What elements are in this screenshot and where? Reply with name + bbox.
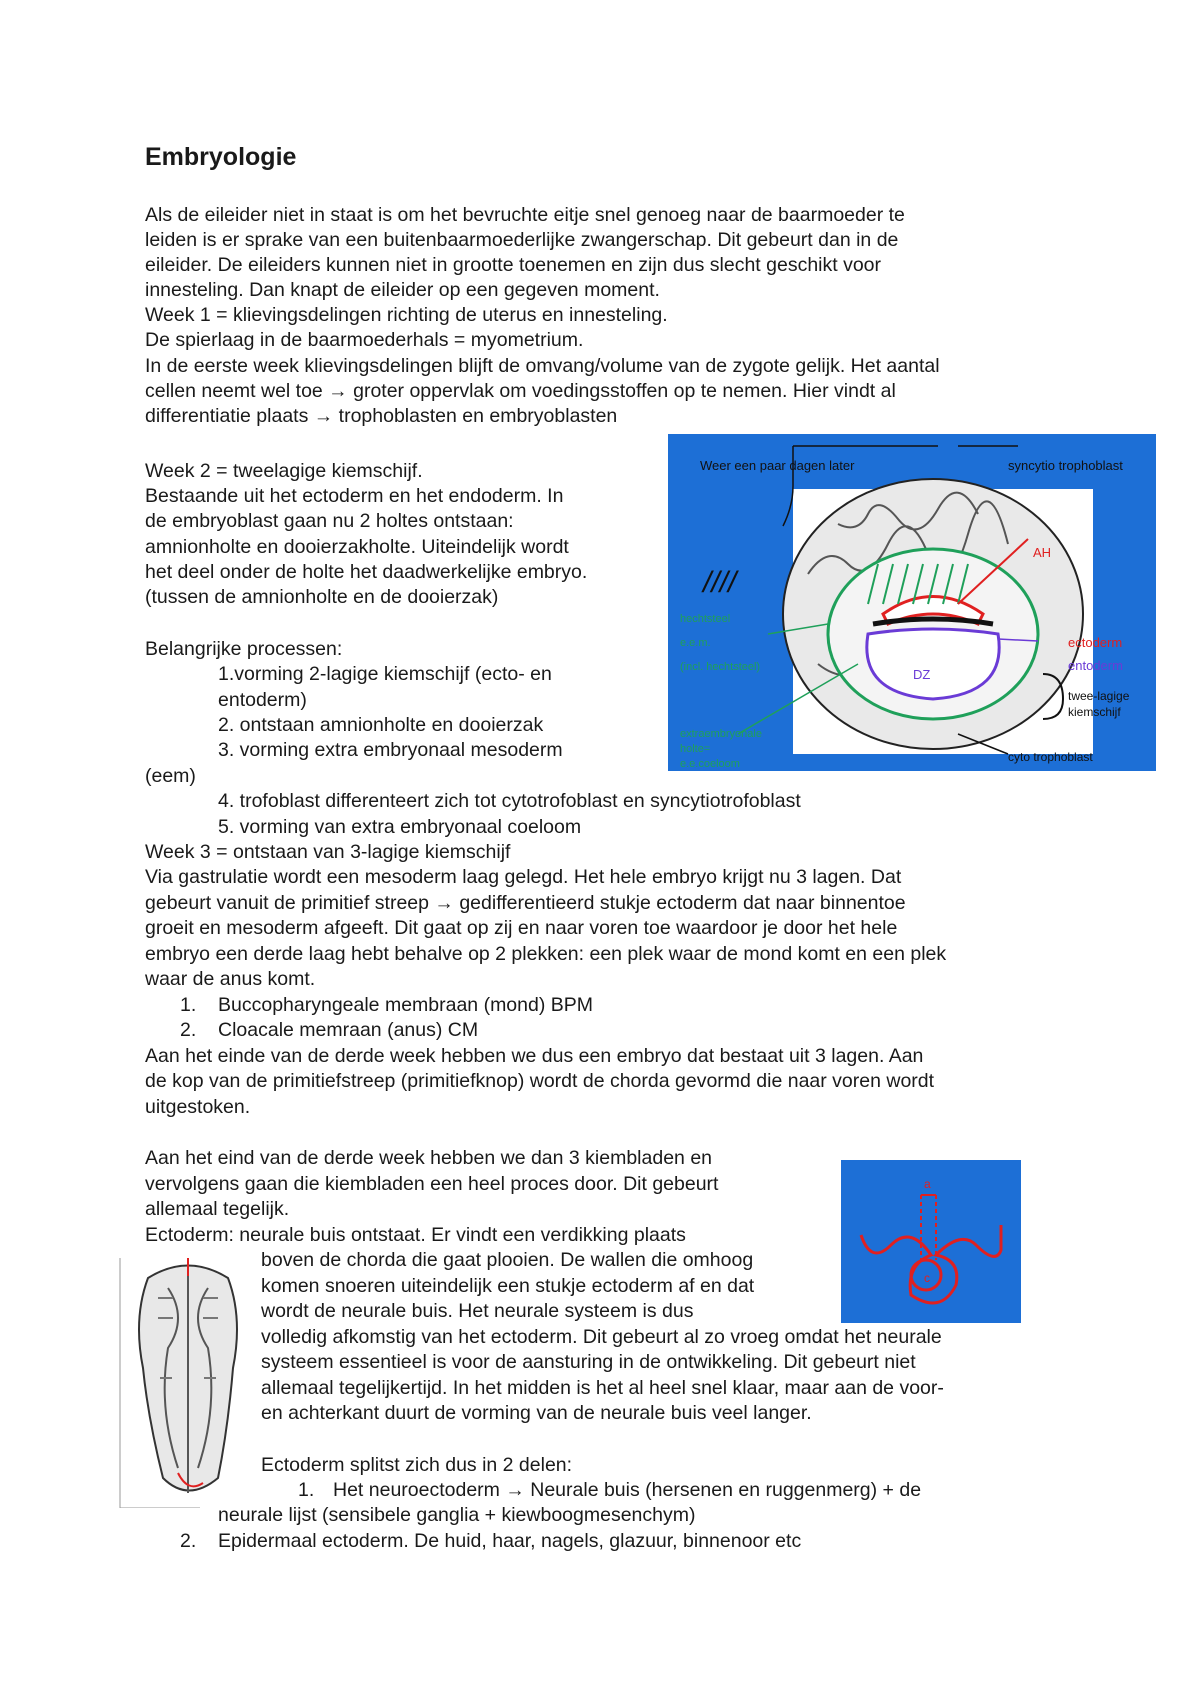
label-top-left: Weer een paar dagen later bbox=[700, 458, 855, 473]
text-line: allemaal tegelijk. bbox=[145, 1198, 290, 1220]
text-line: differentiatie plaats → trophoblasten en embryoblasten bbox=[145, 405, 618, 427]
list-item: Het neuroectoderm → Neurale buis (hersenen en ruggenmerg) + de bbox=[333, 1479, 922, 1501]
text-line: innesteling. Dan knapt de eileider op een gegeven moment. bbox=[145, 279, 660, 301]
label-coeloom: e.e.coeloom bbox=[680, 758, 740, 770]
label-ah: AH bbox=[1033, 545, 1052, 560]
text-line: gebeurt vanuit de primitief streep → gedifferentieerd stukje ectoderm dat naar binnentoe bbox=[145, 892, 906, 914]
label-syncytio: syncytio trophoblast bbox=[1008, 458, 1123, 473]
text-line: de kop van de primitiefstreep (primitiefknop) wordt de chorda gevormd die naar voren wordt bbox=[145, 1070, 935, 1092]
text-line: Belangrijke processen: bbox=[145, 638, 343, 660]
list-item: Cloacale memraan (anus) CM bbox=[218, 1019, 479, 1041]
text-line: en achterkant duurt de vorming van de neurale buis veel langer. bbox=[261, 1402, 812, 1424]
list-item: 1.vorming 2-lagige kiemschijf (ecto- en bbox=[218, 663, 552, 685]
text-line: groeit en mesoderm afgeeft. Dit gaat op zij en naar voren toe waardoor je door het hele bbox=[145, 917, 898, 939]
text-line: Ectoderm: neurale buis ontstaat. Er vindt een verdikking plaats bbox=[145, 1224, 686, 1246]
label-extraembryonale: extraembryonale bbox=[680, 728, 762, 740]
embryo-week2-diagram bbox=[668, 434, 1156, 771]
label-cyto-trophoblast: cyto trophoblast bbox=[1008, 750, 1093, 764]
text-line: De spierlaag in de baarmoederhals = myometrium. bbox=[145, 329, 584, 351]
list-item: 4. trofoblast differenteert zich tot cytotrofoblast en syncytiotrofoblast bbox=[218, 790, 801, 812]
list-item: Epidermaal ectoderm. De huid, haar, nagels, glazuur, binnenoor etc bbox=[218, 1530, 802, 1552]
label-slashes: //// bbox=[703, 566, 737, 599]
list-item: 3. vorming extra embryonaal mesoderm bbox=[218, 739, 563, 761]
text-line: amnionholte en dooierzakholte. Uiteindelijk wordt bbox=[145, 536, 569, 558]
text-line: het deel onder de holte het daadwerkelijke embryo. bbox=[145, 561, 588, 583]
text-line: systeem essentieel is voor de aansturing in de ontwikkeling. Dit gebeurt niet bbox=[261, 1351, 916, 1373]
label-eem: e.e.m. bbox=[680, 637, 711, 649]
text-line: de embryoblast gaan nu 2 holtes ontstaan: bbox=[145, 510, 514, 532]
list-item: 2. ontstaan amnionholte en dooierzak bbox=[218, 714, 544, 736]
list-number: 1. bbox=[180, 994, 197, 1016]
text-line: uitgestoken. bbox=[145, 1096, 251, 1118]
embryo-dorsal-sketch bbox=[118, 1258, 258, 1508]
text-line: vervolgens gaan die kiembladen een heel proces door. Dit gebeurt bbox=[145, 1173, 719, 1195]
label-ectoderm: ectoderm bbox=[1068, 635, 1123, 650]
text-line: Week 3 = ontstaan van 3-lagige kiemschijf bbox=[145, 841, 511, 863]
text-line: eileider. De eileiders kunnen niet in grootte toenemen en zijn dus slecht geschikt voor bbox=[145, 254, 882, 276]
list-item: Buccopharyngeale membraan (mond) BPM bbox=[218, 994, 594, 1016]
text-line: boven de chorda die gaat plooien. De wallen die omhoog bbox=[261, 1249, 754, 1271]
label-incl: (incl. hechtsteel) bbox=[680, 661, 761, 673]
neural-tube-sketch bbox=[841, 1160, 1021, 1323]
text-line: wordt de neurale buis. Het neurale systeem is dus bbox=[261, 1300, 694, 1322]
label-dz: DZ bbox=[913, 667, 931, 682]
page-title: Embryologie bbox=[145, 143, 297, 171]
text-line: In de eerste week klievingsdelingen blijft de omvang/volume van de zygote gelijk. Het aantal bbox=[145, 355, 940, 377]
sketch-background bbox=[841, 1160, 1021, 1323]
label-holte: holte= bbox=[680, 743, 711, 755]
label-entoderm: entoderm bbox=[1068, 658, 1123, 673]
label-a: a bbox=[924, 1177, 931, 1191]
text-line: allemaal tegelijkertijd. In het midden is het al heel snel klaar, maar aan de voor- bbox=[261, 1377, 944, 1399]
list-item: 5. vorming van extra embryonaal coeloom bbox=[218, 816, 582, 838]
text-line: Bestaande uit het ectoderm en het endoderm. In bbox=[145, 485, 564, 507]
list-number: 2. bbox=[180, 1019, 197, 1041]
label-c: c bbox=[924, 1271, 930, 1285]
label-twee-lagige: twee-lagige bbox=[1068, 689, 1130, 703]
text-line: volledig afkomstig van het ectoderm. Dit gebeurt al zo vroeg omdat het neurale bbox=[261, 1326, 942, 1348]
text-line: komen snoeren uiteindelijk een stukje ectoderm af en dat bbox=[261, 1275, 755, 1297]
text-line: waar de anus komt. bbox=[145, 968, 316, 990]
text-line: (eem) bbox=[145, 765, 196, 787]
list-number: 1. bbox=[298, 1479, 315, 1501]
list-number: 2. bbox=[180, 1530, 197, 1552]
text-line: Als de eileider niet in staat is om het bevruchte eitje snel genoeg naar de baarmoeder te bbox=[145, 204, 905, 226]
text-line: (tussen de amnionholte en de dooierzak) bbox=[145, 586, 499, 608]
text-line: Via gastrulatie wordt een mesoderm laag gelegd. Het hele embryo krijgt nu 3 lagen. Dat bbox=[145, 866, 902, 888]
list-item: entoderm) bbox=[218, 689, 307, 711]
text-line: Week 1 = klievingsdelingen richting de uterus en innesteling. bbox=[145, 304, 668, 326]
text-line: Week 2 = tweelagige kiemschijf. bbox=[145, 460, 423, 482]
text-line: leiden is er sprake van een buitenbaarmoederlijke zwangerschap. Dit gebeurt dan in de bbox=[145, 229, 899, 251]
label-hechtsteel: hechtsteel bbox=[680, 613, 731, 625]
text-line: Aan het eind van de derde week hebben we dan 3 kiembladen en bbox=[145, 1147, 713, 1169]
label-kiemschijf: kiemschijf bbox=[1068, 705, 1121, 719]
list-item: neurale lijst (sensibele ganglia + kiewboogmesenchym) bbox=[218, 1504, 696, 1526]
text-line: cellen neemt wel toe → groter oppervlak om voedingsstoffen op te nemen. Hier vindt al bbox=[145, 380, 896, 402]
text-line: embryo een derde laag hebt behalve op 2 plekken: een plek waar de mond komt en een plek bbox=[145, 943, 947, 965]
text-line: Aan het einde van de derde week hebben we dus een embryo dat bestaat uit 3 lagen. Aan bbox=[145, 1045, 924, 1067]
text-line: Ectoderm splitst zich dus in 2 delen: bbox=[261, 1454, 573, 1476]
